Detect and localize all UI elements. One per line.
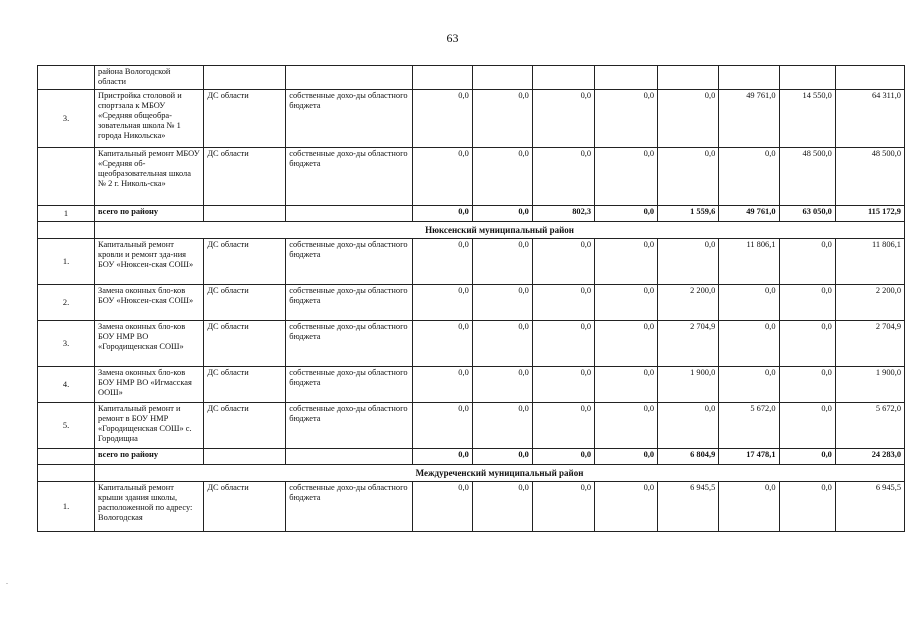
recipient-cell: ДС области [204, 148, 286, 206]
amount-cell: 0,0 [532, 449, 594, 465]
amount-cell: 6 945,5 [658, 482, 719, 532]
table-row [38, 90, 905, 148]
amount-cell: 0,0 [719, 321, 779, 367]
amount-cell: 0,0 [595, 403, 658, 449]
funding-source-cell: собственные дохо-ды областного бюджета [286, 403, 412, 449]
page-number: 63 [446, 31, 459, 45]
section-row [38, 465, 905, 482]
row-number-cell: 1. [38, 239, 95, 285]
row-number-cell: 3. [38, 90, 95, 148]
amount-cell: 0,0 [472, 321, 532, 367]
object-name-cell: Капитальный ремонт МБОУ «Средняя об-щеобразовательная школа № 2 г. Николь-ска» [95, 148, 204, 206]
table-row [38, 367, 905, 403]
amount-cell: 11 806,1 [719, 239, 779, 285]
object-name-cell: Капитальный ремонт и ремонт в БОУ НМР «Городищенская СОШ» с. Городищна [95, 403, 204, 449]
recipient-cell: ДС области [204, 482, 286, 532]
object-name-cell: Пристройка столовой и спортзала к МБОУ «Средняя общеобра-зовательная школа № 1 города Никольска» [95, 90, 204, 148]
amount-cell: 0,0 [532, 403, 594, 449]
amount-cell: 0,0 [595, 367, 658, 403]
amount-cell [532, 66, 594, 90]
row-number-cell [38, 222, 95, 239]
table-row [38, 148, 905, 206]
amount-cell: 1 900,0 [658, 367, 719, 403]
amount-cell: 0,0 [779, 403, 835, 449]
amount-cell [412, 66, 472, 90]
amount-cell: 0,0 [472, 285, 532, 321]
amount-cell: 0,0 [472, 90, 532, 148]
amount-cell: 0,0 [412, 449, 472, 465]
funding-source-cell: собственные дохо-ды областного бюджета [286, 148, 412, 206]
amount-cell [595, 66, 658, 90]
amount-cell: 48 500,0 [779, 148, 835, 206]
amount-cell: 0,0 [658, 403, 719, 449]
funding-source-cell: собственные дохо-ды областного бюджета [286, 482, 412, 532]
funding-source-cell [286, 206, 412, 222]
amount-cell: 0,0 [412, 239, 472, 285]
recipient-cell: ДС области [204, 367, 286, 403]
amount-cell: 0,0 [472, 403, 532, 449]
amount-cell: 0,0 [532, 90, 594, 148]
amount-cell: 0,0 [412, 403, 472, 449]
amount-cell: 1 900,0 [835, 367, 904, 403]
recipient-cell: ДС области [204, 321, 286, 367]
amount-cell: 0,0 [719, 367, 779, 403]
amount-cell: 49 761,0 [719, 206, 779, 222]
amount-cell: 2 200,0 [658, 285, 719, 321]
amount-cell: 0,0 [532, 482, 594, 532]
amount-cell: 0,0 [658, 148, 719, 206]
amount-cell: 0,0 [532, 239, 594, 285]
row-number-cell: 1 [38, 206, 95, 222]
amount-cell: 0,0 [595, 90, 658, 148]
object-name-cell: Замена оконных бло-ков БОУ НМР ВО «Игмасская ООШ» [95, 367, 204, 403]
amount-cell: 24 283,0 [835, 449, 904, 465]
amount-cell: 0,0 [779, 449, 835, 465]
section-row [38, 222, 905, 239]
amount-cell: 0,0 [595, 449, 658, 465]
amount-cell: 0,0 [472, 449, 532, 465]
amount-cell: 2 200,0 [835, 285, 904, 321]
object-name-cell: Замена оконных бло-ков БОУ «Нюксен-ская СОШ» [95, 285, 204, 321]
amount-cell: 1 559,6 [658, 206, 719, 222]
amount-cell: 0,0 [779, 367, 835, 403]
object-name-cell: Капитальный ремонт крыши здания школы, расположенной по адресу: Вологодская [95, 482, 204, 532]
row-number-cell: 5. [38, 403, 95, 449]
table-row [38, 239, 905, 285]
funding-source-cell: собственные дохо-ды областного бюджета [286, 90, 412, 148]
object-name-cell: всего по району [95, 449, 204, 465]
amount-cell: 0,0 [412, 285, 472, 321]
amount-cell [658, 66, 719, 90]
amount-cell: 0,0 [472, 367, 532, 403]
amount-cell: 0,0 [472, 206, 532, 222]
funding-source-cell [286, 449, 412, 465]
amount-cell: 0,0 [719, 148, 779, 206]
object-name-cell: Капитальный ремонт кровли и ремонт зда-ния БОУ «Нюксен-ская СОШ» [95, 239, 204, 285]
amount-cell: 64 311,0 [835, 90, 904, 148]
amount-cell: 0,0 [412, 367, 472, 403]
amount-cell: 0,0 [595, 482, 658, 532]
row-number-cell [38, 66, 95, 90]
amount-cell: 49 761,0 [719, 90, 779, 148]
row-number-cell: 3. [38, 321, 95, 367]
row-number-cell: 2. [38, 285, 95, 321]
page-mark: . [6, 577, 8, 586]
funding-source-cell: собственные дохо-ды областного бюджета [286, 321, 412, 367]
row-number-cell [38, 449, 95, 465]
amount-cell: 48 500,0 [835, 148, 904, 206]
budget-table [37, 65, 905, 532]
amount-cell: 11 806,1 [835, 239, 904, 285]
amount-cell: 2 704,9 [658, 321, 719, 367]
amount-cell: 0,0 [412, 206, 472, 222]
funding-source-cell: собственные дохо-ды областного бюджета [286, 285, 412, 321]
table-row [38, 403, 905, 449]
amount-cell: 0,0 [595, 321, 658, 367]
recipient-cell [204, 66, 286, 90]
amount-cell [779, 66, 835, 90]
object-name-cell: района Вологодской области [95, 66, 204, 90]
amount-cell: 0,0 [532, 148, 594, 206]
amount-cell: 17 478,1 [719, 449, 779, 465]
object-name-cell: всего по району [95, 206, 204, 222]
amount-cell: 0,0 [412, 321, 472, 367]
amount-cell: 0,0 [595, 285, 658, 321]
amount-cell: 0,0 [595, 206, 658, 222]
amount-cell: 0,0 [779, 321, 835, 367]
amount-cell: 0,0 [658, 239, 719, 285]
amount-cell: 0,0 [719, 285, 779, 321]
total-row [38, 449, 905, 465]
amount-cell: 0,0 [532, 321, 594, 367]
amount-cell [719, 66, 779, 90]
amount-cell: 0,0 [532, 367, 594, 403]
amount-cell: 6 804,9 [658, 449, 719, 465]
amount-cell: 0,0 [779, 239, 835, 285]
amount-cell: 0,0 [532, 285, 594, 321]
recipient-cell [204, 206, 286, 222]
amount-cell: 0,0 [412, 482, 472, 532]
amount-cell: 0,0 [595, 148, 658, 206]
amount-cell: 6 945,5 [835, 482, 904, 532]
section-title: Нюксенский муниципальный район [95, 222, 905, 239]
amount-cell: 0,0 [595, 239, 658, 285]
amount-cell: 0,0 [658, 90, 719, 148]
amount-cell: 63 050,0 [779, 206, 835, 222]
amount-cell: 0,0 [412, 90, 472, 148]
recipient-cell: ДС области [204, 239, 286, 285]
table-row [38, 285, 905, 321]
amount-cell: 115 172,9 [835, 206, 904, 222]
amount-cell: 0,0 [472, 239, 532, 285]
row-number-cell [38, 148, 95, 206]
amount-cell: 802,3 [532, 206, 594, 222]
funding-source-cell [286, 66, 412, 90]
table-row [38, 321, 905, 367]
amount-cell [835, 66, 904, 90]
total-row [38, 206, 905, 222]
recipient-cell: ДС области [204, 403, 286, 449]
amount-cell [472, 66, 532, 90]
recipient-cell [204, 449, 286, 465]
amount-cell: 5 672,0 [719, 403, 779, 449]
amount-cell: 2 704,9 [835, 321, 904, 367]
amount-cell: 5 672,0 [835, 403, 904, 449]
object-name-cell: Замена оконных бло-ков БОУ НМР ВО «Городищенская СОШ» [95, 321, 204, 367]
amount-cell: 0,0 [779, 482, 835, 532]
row-number-cell: 4. [38, 367, 95, 403]
funding-source-cell: собственные дохо-ды областного бюджета [286, 239, 412, 285]
table-row [38, 66, 905, 90]
amount-cell: 0,0 [472, 148, 532, 206]
funding-source-cell: собственные дохо-ды областного бюджета [286, 367, 412, 403]
amount-cell: 0,0 [719, 482, 779, 532]
amount-cell: 0,0 [779, 285, 835, 321]
recipient-cell: ДС области [204, 285, 286, 321]
row-number-cell [38, 465, 95, 482]
amount-cell: 0,0 [412, 148, 472, 206]
table-row [38, 482, 905, 532]
amount-cell: 14 550,0 [779, 90, 835, 148]
amount-cell: 0,0 [472, 482, 532, 532]
recipient-cell: ДС области [204, 90, 286, 148]
section-title: Междуреченский муниципальный район [95, 465, 905, 482]
row-number-cell: 1. [38, 482, 95, 532]
